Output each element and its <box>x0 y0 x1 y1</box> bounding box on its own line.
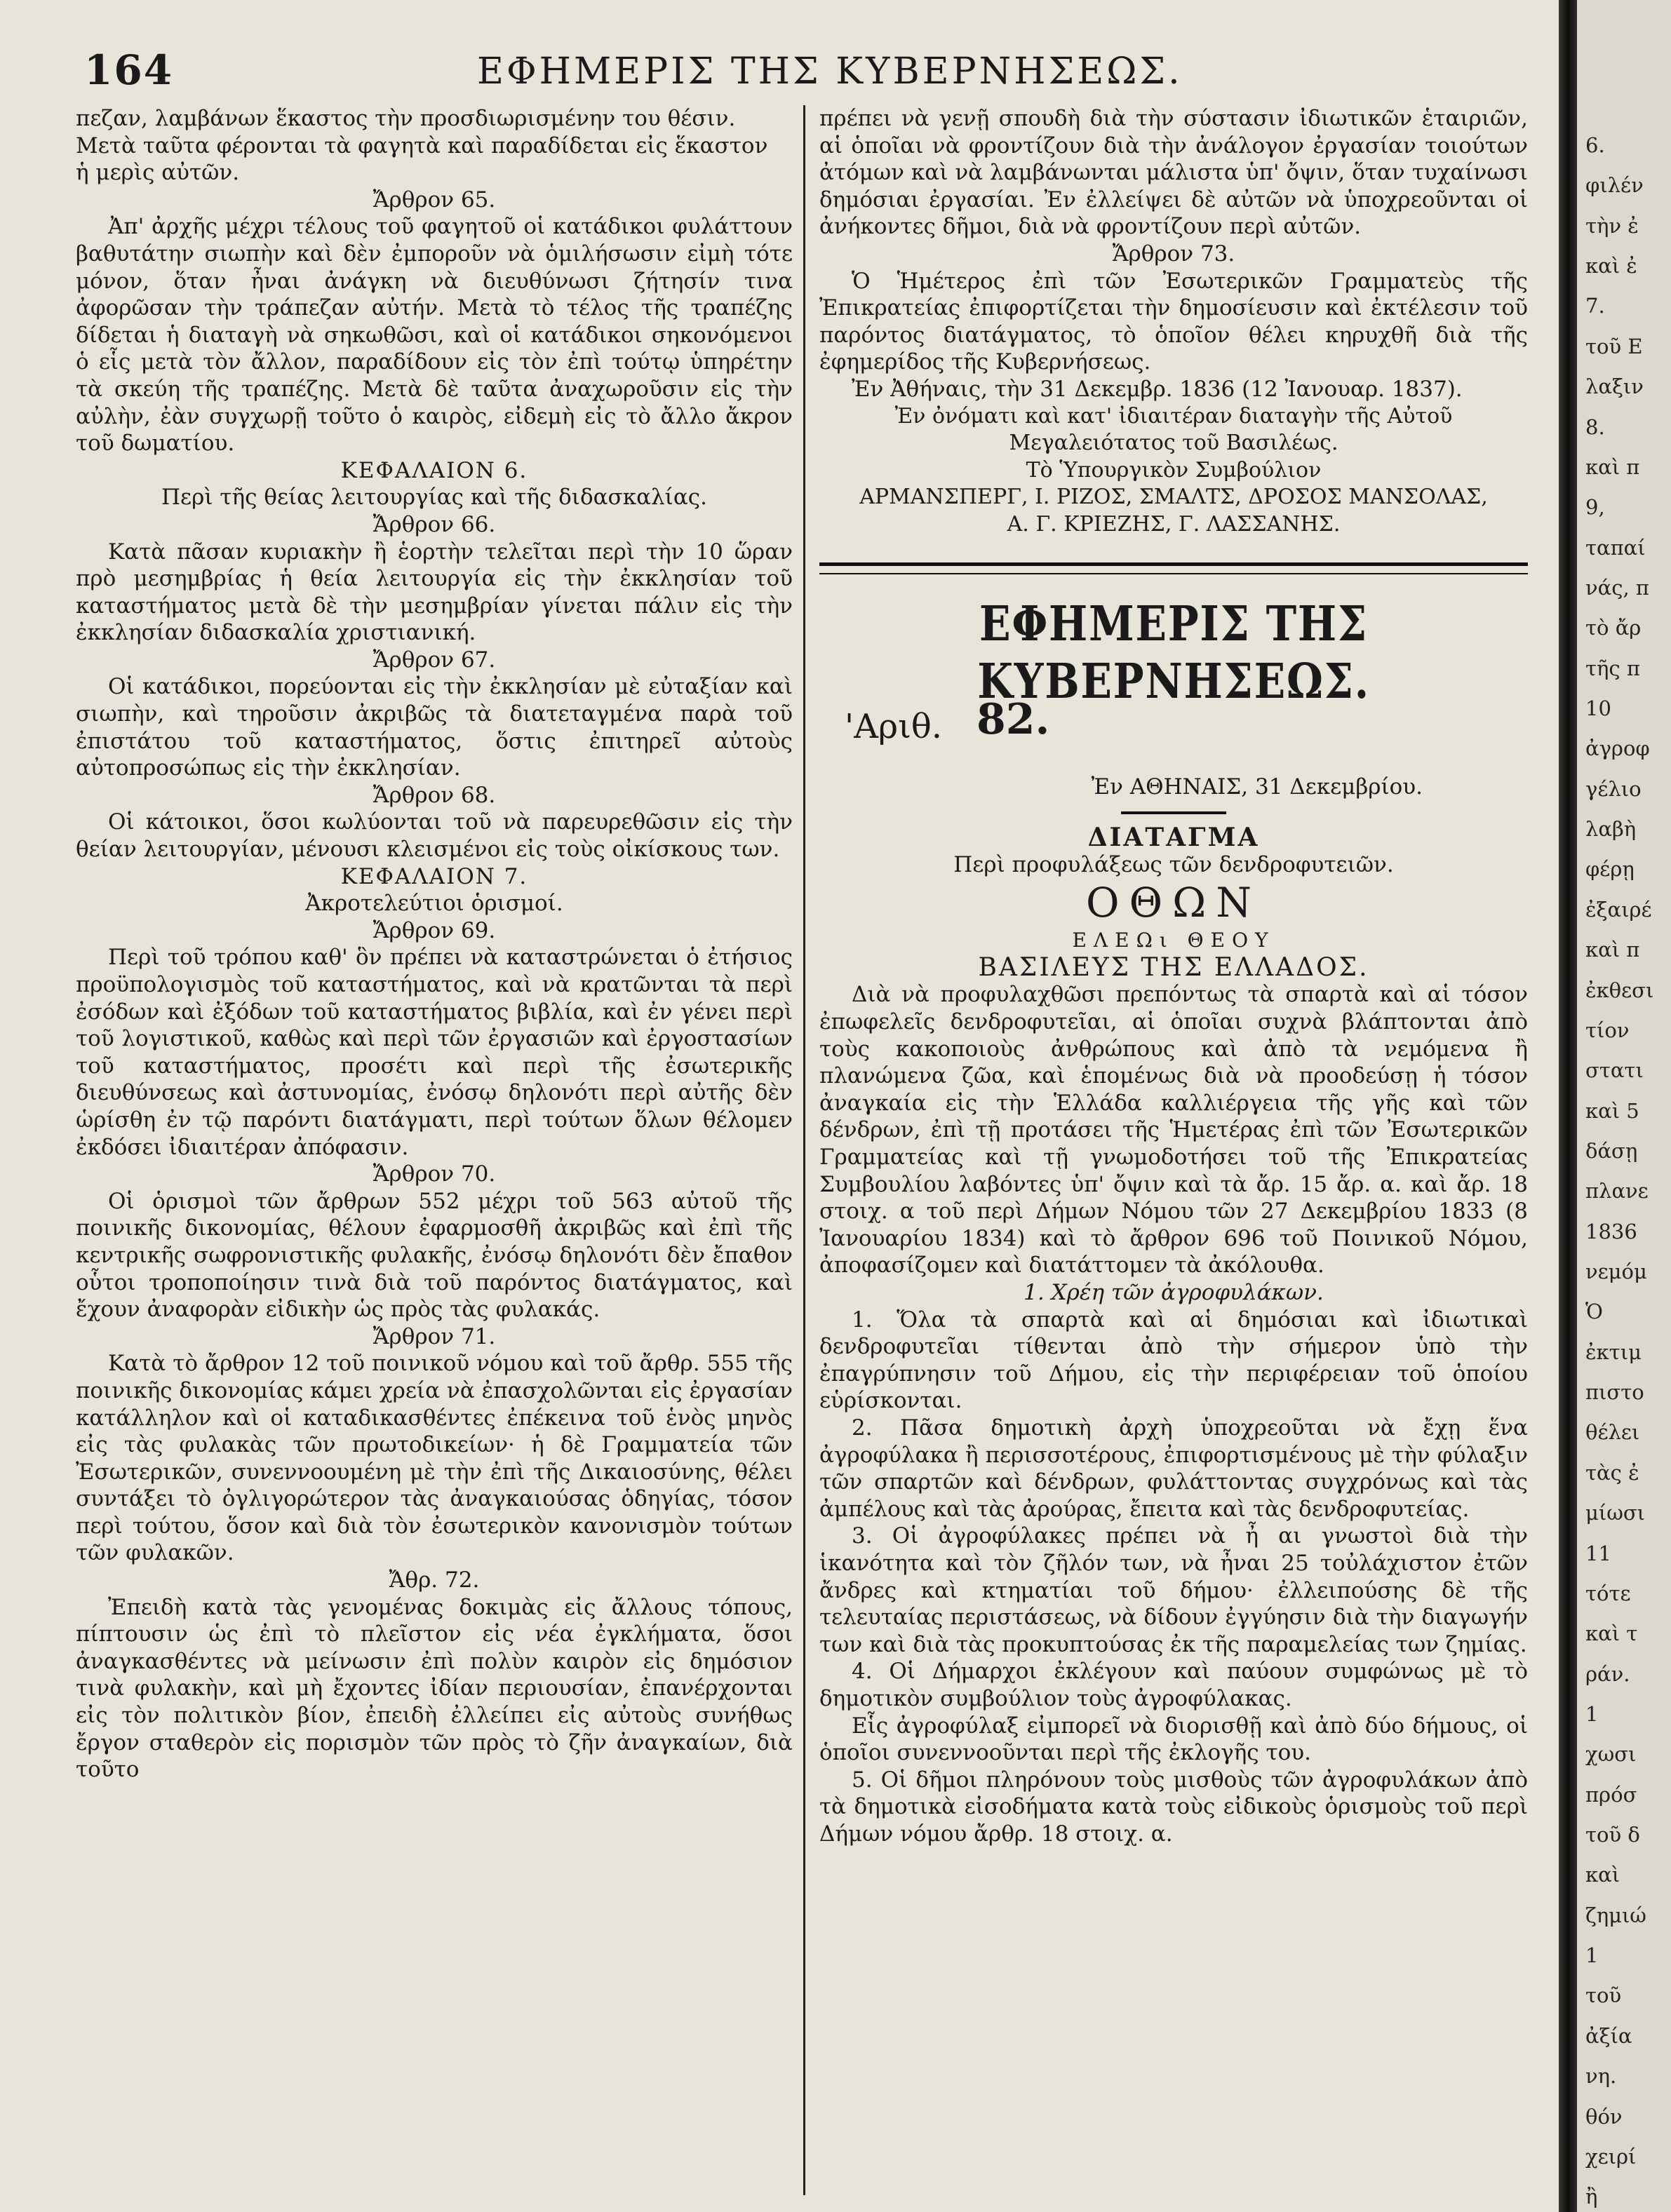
running-title: ΕΦΗΜΕΡΙΣ ΤΗΣ ΚΥΒΕΡΝΗΣΕΩΣ. <box>477 50 1183 93</box>
page-header <box>84 42 1487 98</box>
signatories: ΑΡΜΑΝΣΠΕΡΓ, Ι. ΡΙΖΟΣ, ΣΜΑΛΤΣ, ΔΡΟΣΟΣ ΜΑΝΣΟΛΑΣ, <box>859 485 1488 510</box>
article-heading: Ἄρθρον 68. <box>373 782 496 808</box>
facing-page-text: τῆς π <box>1585 656 1640 680</box>
newspaper-masthead: ΕΦΗΜΕΡΙΣ ΤΗΣ ΚΥΒΕΡΝΗΣΕΩΣ. <box>977 595 1370 710</box>
column-divider <box>803 105 805 2195</box>
article-text: Οἱ κατάδικοι, πορεύονται εἰς τὴν ἐκκλησίαν μὲ εὐταξίαν καὶ σιωπὴν, καὶ τηροῦσιν ἀκριβῶς τὰ διατεταγμένα παρὰ τοῦ ἐπιστάτου τοῦ καταστήματος, ὅστις ἐπιτηρεῖ αὐτοὺς αὐτοπροσώπως εἰς τὴν ἐκκλησίαν. <box>76 674 793 781</box>
article-heading: Ἄθρ. 72. <box>389 1567 480 1593</box>
facing-page-text: θέλει <box>1585 1420 1640 1445</box>
article-heading: Ἄρθρον 71. <box>373 1323 496 1349</box>
facing-page-text: γέλιο <box>1585 776 1642 801</box>
decree-date: Ἐν Ἀθήναις, τὴν 31 Δεκεμβρ. 1836 (12 Ἰανουαρ. 1837). <box>852 376 1463 402</box>
facing-page-text: μίωσι <box>1585 1501 1646 1525</box>
facing-page-text: 11 <box>1585 1541 1611 1565</box>
article-text: Οἱ κάτοικοι, ὅσοι κωλύονται τοῦ νὰ παρευρεθῶσιν εἰς τὴν θείαν λειτουργίαν, μένουσι κλεισμένοι εἰς τοὺς οἰκίσκους των. <box>76 809 793 863</box>
article-text: Ἀπ' ἀρχῆς μέχρι τέλους τοῦ φαγητοῦ οἱ κατάδικοι φυλάττουν βαθυτάτην σιωπὴν καὶ δὲν ἐμποροῦν νὰ ὁμιλήσωσιν εἰμὴ τότε μόνον, ὅταν ἦναι ἀνάγκη νὰ διευθύνωσι ζήτησίν τινα ἀφορῶσαν τὴν τράπεζαν αὐτήν. Μετὰ τὸ τέλος τῆς τραπέζης δίδεται ἡ διαταγὴ νὰ σηκωθῶσι, καὶ οἱ κατάδικοι σηκονόμενοι ὁ εἷς μετὰ τὸν ἄλλον, παραδίδουν εἰς τὸν ἐπὶ τούτῳ ὑπηρέτην τὰ σκεύη τῆς τραπέζης. Μετὰ δὲ ταῦτα ἀναχωροῦσιν εἰς τὴν αὐλὴν, ἐὰν συγχωρῇ τοῦτο ὁ καιρὸς, εἰδεμὴ εἰς τὸ ἄλλο ἄκρον τοῦ δωματίου. <box>76 214 793 457</box>
facing-page-text: ἀξία <box>1585 2023 1632 2048</box>
article-heading: Ἄρθρον 70. <box>373 1161 496 1187</box>
facing-page-text: 7. <box>1585 294 1605 318</box>
facing-page-fragment <box>1577 0 1671 2212</box>
facing-page-text: ζημιώ <box>1585 1903 1646 1927</box>
king-style: ΕΛΕΩι ΘΕΟΥ <box>1072 929 1275 952</box>
signature-line: Μεγαλειότατος τοῦ Βασιλέως. <box>1009 431 1338 456</box>
signature-line: Τὸ Ὑπουργικὸν Συμβούλιον <box>1026 457 1322 483</box>
facing-page-text: καὶ π <box>1585 938 1640 962</box>
signatories: Α. Γ. ΚΡΙΕΖΗΣ, Γ. ΛΑΣΣΑΝΗΣ. <box>1007 511 1341 537</box>
facing-page-text: πιστο <box>1585 1380 1644 1405</box>
article-text: Κατὰ πᾶσαν κυριακὴν ἢ ἑορτὴν τελεῖται περὶ τὴν 10 ὥραν πρὸ μεσημβρίας ἡ θεία λειτουργία εἰς τὴν ἐκκλησίαν τοῦ καταστήματος μετὰ δὲ τὴν μεσημβρίαν γίνεται πάλιν εἰς τὴν ἐκκλησίαν διδασκαλία χριστιανική. <box>76 539 793 646</box>
king-title: ΒΑΣΙΛΕΥΣ ΤΗΣ ΕΛΛΑΔΟΣ. <box>978 952 1369 982</box>
article-text: Περὶ τοῦ τρόπου καθ' ὃν πρέπει νὰ καταστρώνεται ὁ ἐτήσιος προϋπολογισμὸς τοῦ καταστήματος, καὶ νὰ κρατῶνται τὰ περὶ ἐσόδων καὶ ἐξόδων τοῦ καταστήματος βιβλία, καὶ ἐν γένει περὶ τοῦ λογιστικοῦ, καθὼς καὶ περὶ τῶν ἐργασιῶν καὶ ἐργοστασίων τοῦ καταστήματος, προσέτι καὶ περὶ τῆς ἐσωτερικῆς διευθύνσεως καὶ ἀστυνομίας, ἐνόσῳ δηλονότι περὶ αὐτῆς δὲν ὡρίσθη ἐν τῷ παρόντι διατάγματι, περὶ τούτων ὅλων θέλομεν ἐκδόσει ἰδιαιτέραν ἀπόφασιν. <box>76 945 793 1160</box>
facing-page-text: ἐξαιρέ <box>1585 897 1652 922</box>
facing-page-text: θόν <box>1585 2104 1623 2129</box>
issue-label: 'Αριθ. <box>845 706 943 746</box>
facing-page-text: ταπαί <box>1585 535 1646 560</box>
facing-page-text: στατι <box>1585 1058 1644 1083</box>
facing-page-text: 9, <box>1585 495 1605 520</box>
facing-page-text: τίον <box>1585 1018 1630 1042</box>
facing-page-text: τότε <box>1585 1581 1631 1605</box>
facing-page-text: τοῦ Ε <box>1585 334 1643 358</box>
decree-paragraph: 4. Οἱ Δήμαρχοι ἐκλέγουν καὶ παύουν συμφώνως μὲ τὸ δημοτικὸν συμβούλιον τοὺς ἀγροφύλακας. <box>819 1659 1528 1711</box>
decree-paragraph: 2. Πᾶσα δημοτικὴ ἀρχὴ ὑποχρεοῦται νὰ ἔχῃ ἕνα ἀγροφύλακα ἢ περισσοτέρους, ἐπιφορτισμένους μὲ τὴν φύλαξιν τῶν σπαρτῶν καὶ δένδρων, φυλάττοντας συγχρόνως καὶ τὰς ἀμπέλους καὶ τὰς ἀρούρας, ἔπειτα καὶ τὰς δενδροφυτείας. <box>819 1415 1528 1522</box>
article-heading: Ἄρθρον 66. <box>373 511 496 537</box>
article-heading: Ἄρθρον 65. <box>373 187 496 213</box>
facing-page-text: τοῦ <box>1585 1983 1622 2008</box>
facing-page-text: χωσι <box>1585 1742 1637 1767</box>
facing-page-text: ἐκτιμ <box>1585 1340 1642 1364</box>
facing-page-text: τὸ ἄρ <box>1585 616 1642 640</box>
decree-preamble: Διὰ νὰ προφυλαχθῶσι πρεπόντως τὰ σπαρτὰ καὶ αἱ τόσον ἐπωφελεῖς δενδροφυτεῖαι, αἱ ὁποῖαι συχνὰ βλάπτονται ἀπὸ τοὺς κακοποιοὺς ἀνθρώπους καὶ ἀπὸ τὰ νεμόμενα ἢ πλανώμενα ζῶα, καὶ ἑπομένως διὰ νὰ προοδεύσῃ ἡ τόσον ἀναγκαία εἰς τὴν Ἑλλάδα καλλιέργεια τῆς γῆς καὶ τῶν δένδρων, ἐπὶ τῇ προτάσει τῆς Ἡμετέρας ἐπὶ τῶν Ἐσωτερικῶν Γραμματείας καὶ τῇ γνωμοδοτήσει τοῦ τῆς Ἐπικρατείας Συμβουλίου λαβόντες ὑπ' ὄψιν καὶ τὰ ἄρ. 15 ἄρ. α. καὶ ἄρ. 18 στοιχ. α τοῦ περὶ Δήμων Νόμου τῶν 27 Δεκεμβρίου 1833 (8 Ἰανουαρίου 1834) καὶ τὸ ἄρθρον 696 τοῦ Ποινικοῦ Νόμου, ἀποφασίζομεν καὶ διατάττομεν τὰ ἀκόλουθα. <box>819 982 1528 1279</box>
page-number: 164 <box>84 46 174 94</box>
facing-page-text: τὴν ἐ <box>1585 213 1639 238</box>
text-line: πεζαν, λαμβάνων ἕκαστος τὴν προσδιωρισμένην του θέσιν. <box>76 106 736 131</box>
facing-page-text: 1 <box>1585 1943 1599 1968</box>
facing-page-text: πλανε <box>1585 1179 1649 1203</box>
facing-page-text: 1836 <box>1585 1219 1637 1243</box>
article-text: Οἱ ὁρισμοὶ τῶν ἄρθρων 552 μέχρι τοῦ 563 αὐτοῦ τῆς ποινικῆς δικονομίας, θέλουν ἐφαρμοσθῆ ἀκριβῶς καὶ ἐπὶ τῆς κεντρικῆς σωφρονιστικῆς φυλακῆς, ἐνόσῳ δηλονότι δὲν ἔπαθον οὗτοι τροποποίησιν τινὰ διὰ τοῦ παρόντος διατάγματος, καὶ ἔχουν ἀναφορὰν εἰδικὴν ὡς πρὸς τὰς φυλακάς. <box>76 1188 793 1323</box>
left-column <box>76 105 793 1783</box>
issue-number: 82. <box>977 694 1050 744</box>
facing-page-text: δάσῃ <box>1585 1138 1638 1163</box>
facing-page-text: νεμόμ <box>1585 1260 1647 1284</box>
chapter-title: Περὶ τῆς θείας λειτουργίας καὶ τῆς διδασκαλίας. <box>161 485 707 511</box>
decree-paragraph: Εἷς ἀγροφύλαξ εἰμπορεῖ νὰ διορισθῇ καὶ ἀπὸ δύο δήμους, οἱ ὁποῖοι συνεννοοῦνται περὶ τῆς ἐκλογῆς του. <box>819 1713 1528 1766</box>
dateline: Ἐν ΑΘΗΝΑΙΣ, 31 Δεκεμβρίου. <box>1091 774 1423 800</box>
article-text: πρέπει νὰ γενῇ σπουδὴ διὰ τὴν σύστασιν ἰδιωτικῶν ἑταιριῶν, αἱ ὁποῖαι νὰ φροντίζουν διὰ τὴν ἀνάλογον ἐργασίαν τοιούτων ἀτόμων καὶ νὰ λαμβάνωνται μάλιστα ὑπ' ὄψιν, ὅταν τυχαίνωσι δημόσιαι ἐργασίαι. Ἐν ἐλλείψει δὲ αὐτῶν νὰ ὑποχρεοῦνται οἱ ἀνήκοντες δῆμοι, διὰ νὰ φροντίζουν περὶ αὐτῶν. <box>819 106 1528 240</box>
chapter-heading: ΚΕΦΑΛΑΙΟΝ 7. <box>340 863 528 889</box>
section-double-rule <box>819 562 1528 574</box>
signature-line: Ἐν ὀνόματι καὶ κατ' ἰδιαιτέραν διαταγὴν τῆς Αὐτοῦ <box>894 403 1453 429</box>
facing-page-text: ἀγροφ <box>1585 736 1650 761</box>
article-text: Ἐπειδὴ κατὰ τὰς γενομένας δοκιμὰς εἰς ἄλλους τόπους, πίπτουσιν ὡς ἐπὶ τὸ πλεῖστον εἰς νέα ἐγκλήματα, ὅσοι ἀναγκασθέντες νὰ μείνωσιν ἐπὶ πολὺν καιρὸν εἰς δημόσιον τινὰ φυλακὴν, καὶ μὴ ἔχοντες ἰδίαν περιουσίαν, ἐπανέρχονται εἰς τὸν πολιτικὸν βίον, ἐπειδὴ ἐλλείπει εἰς αὐτοὺς συνήθως ἔργον σταθερὸν εἰς πορισμὸν τῶν πρὸς τὸ ζῆν ἀναγκαίων, διὰ τοῦτο <box>76 1594 793 1783</box>
facing-page-text: καὶ 5 <box>1585 1098 1639 1123</box>
facing-page-text: φέρῃ <box>1585 857 1635 882</box>
article-text: Ὁ Ἡμέτερος ἐπὶ τῶν Ἐσωτερικῶν Γραμματεὺς τῆς Ἐπικρατείας ἐπιφορτίζεται τὴν δημοσίευσιν καὶ ἐκτέλεσιν τοῦ παρόντος διατάγματος, τὸ ὁποῖον θέλει κηρυχθῆ διὰ τῆς ἐφημερίδος τῆς Κυβερνήσεως. <box>819 268 1528 375</box>
chapter-title: Ἀκροτελεύτιοι ὁρισμοί. <box>305 891 563 917</box>
right-column <box>819 105 1528 1847</box>
facing-page-text: τοῦ δ <box>1585 1823 1640 1847</box>
king-name: ΟΘΩΝ <box>1086 879 1261 927</box>
chapter-heading: ΚΕΦΑΛΑΙΟΝ 6. <box>340 457 528 483</box>
article-heading: Ἄρθρον 73. <box>1112 241 1235 267</box>
facing-page-text: 6. <box>1585 133 1605 157</box>
decree-title: ΔΙΑΤΑΓΜΑ <box>1087 823 1260 853</box>
facing-page-text: νη. <box>1585 2064 1617 2089</box>
article-heading: Ἄρθρον 67. <box>373 647 496 673</box>
text-line: Μετὰ ταῦτα φέρονται τὰ φαγητὰ καὶ παραδίδεται εἰς ἕκαστον <box>76 133 768 159</box>
facing-page-text: 8. <box>1585 414 1605 439</box>
article-heading: Ἄρθρον 69. <box>373 917 496 943</box>
section-heading: 1. Χρέη τῶν ἀγροφυλάκων. <box>1024 1280 1324 1305</box>
facing-page-text: καὶ τ <box>1585 1621 1638 1646</box>
facing-page-text: ράν. <box>1585 1661 1630 1686</box>
decree-paragraph: 5. Οἱ δῆμοι πληρόνουν τοὺς μισθοὺς τῶν ἀγροφυλάκων ἀπὸ τὰ δημοτικὰ εἰσοδήματα κατὰ τοὺς εἰδικοὺς ὁρισμοὺς τοῦ περὶ Δήμων νόμου ἄρθρ. 18 στοιχ. α. <box>819 1767 1528 1847</box>
facing-page-text: φιλέν <box>1585 173 1644 198</box>
facing-page-text: λαξιν <box>1585 375 1644 399</box>
facing-page-text: καὶ π <box>1585 454 1640 479</box>
book-gutter <box>1559 0 1577 2212</box>
facing-page-text: Ὁ <box>1585 1300 1603 1324</box>
facing-page-text: τὰς ἐ <box>1585 1460 1639 1485</box>
facing-page-text: πρόσ <box>1585 1782 1637 1807</box>
decree-subtitle: Περὶ προφυλάξεως τῶν δενδροφυτειῶν. <box>953 851 1394 877</box>
text-line: ἡ μερὶς αὐτῶν. <box>76 160 240 186</box>
facing-page-text: χειρί <box>1585 2144 1637 2169</box>
short-rule <box>1121 811 1226 814</box>
facing-page-text: 1 <box>1585 1701 1599 1726</box>
facing-page-text: νάς, π <box>1585 575 1649 600</box>
decree-paragraph: 1. Ὅλα τὰ σπαρτὰ καὶ αἱ δημόσιαι καὶ ἰδιωτικαὶ δενδροφυτεῖαι τίθενται ἀπὸ τὴν σήμερον ὑπὸ τὴν ἐπαγρύπνησιν τοῦ Δήμου, εἰς τὴν περιφέρειαν τοῦ ὁποίου εὑρίσκονται. <box>819 1307 1528 1414</box>
article-text: Κατὰ τὸ ἄρθρον 12 τοῦ ποινικοῦ νόμου καὶ τοῦ ἄρθρ. 555 τῆς ποινικῆς δικονομίας κάμει χρεία νὰ ἐπασχολῶνται εἰς ἐργασίαν κατάλληλον καὶ οἱ καταδικασθέντες ἐπέκεινα τοῦ ἑνὸς μηνὸς εἰς τὰς φυλακὰς τῶν πρωτοδικείων· ἡ δὲ Γραμματεία τῶν Ἐσωτερικῶν, συνεννοουμένη μὲ τὴν ἐπὶ τῆς Δικαιοσύνης, θέλει συντάξει τὸ ὀγλιγορώτερον τὰς ἀναγκαιούσας ὁδηγίας, τόσον περὶ τούτου, ὅσον καὶ διὰ τὸν ἐσωτερικὸν κανονισμὸν τούτων τῶν φυλακῶν. <box>76 1351 793 1566</box>
facing-page-text: λαβὴ <box>1585 817 1637 842</box>
facing-page-text: καὶ <box>1585 1863 1620 1887</box>
facing-page-text: ἢ <box>1585 2185 1598 2209</box>
issue-number-block <box>819 694 1528 774</box>
facing-page-text: 10 <box>1585 696 1611 721</box>
facing-page-text: καὶ ἐ <box>1585 254 1637 278</box>
decree-paragraph: 3. Οἱ ἀγροφύλακες πρέπει νὰ ἦ αι γνωστοὶ διὰ τὴν ἱκανότητα καὶ τὸν ζῆλόν των, νὰ ἦναι 25 τοὐλάχιστον ἐτῶν ἄνδρες καὶ κτηματίαι τοῦ δήμου· ἐλλειπούσης δὲ τῆς τελευταίας περιστάσεως, νὰ δίδουν ἐγγύησιν διὰ τὴν διαγωγήν των καὶ διὰ τὰς προκυπτούσας ἐκ τῆς παραμελείας των ζημίας. <box>819 1523 1528 1657</box>
facing-page-text: ἐκθεσι <box>1585 978 1654 1002</box>
